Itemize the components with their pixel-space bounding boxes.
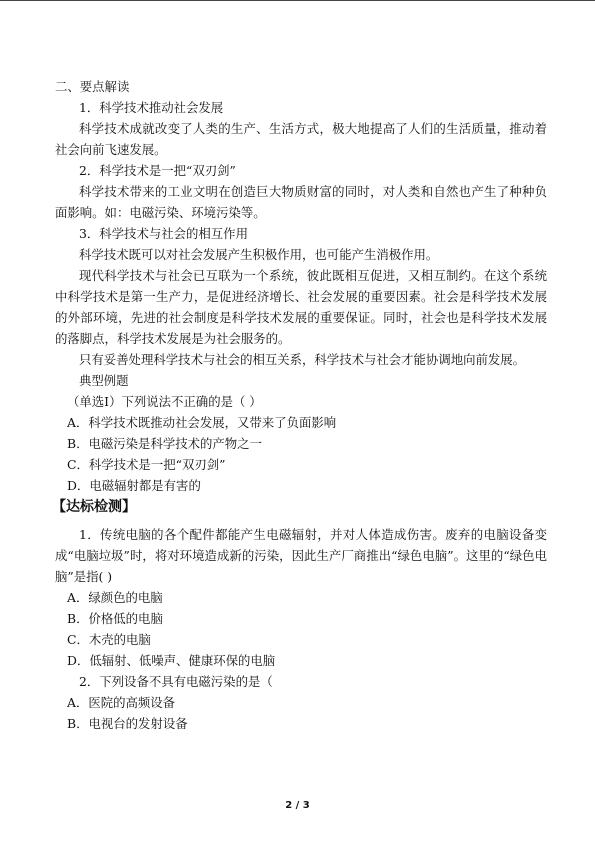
point1-body: 科学技术成就改变了人类的生产、生活方式，极大地提高了人们的生活质量，推动着社会向前飞速发展。 <box>55 121 547 157</box>
question-2-option-a: A．医院的高频设备 <box>67 695 176 710</box>
point3-title: 3．科学技术与社会的相互作用 <box>79 226 248 241</box>
assessment-heading: 【达标检测】 <box>52 499 136 515</box>
point2-body: 科学技术带来的工业文明在创造巨大物质财富的同时，对人类和自然也产生了种种负面影响。如：电磁污染、环境污染等。 <box>55 184 547 220</box>
example-option-b: B．电磁污染是科学技术的产物之一 <box>67 436 262 451</box>
example-option-c: C．科学技术是一把“双刃剑” <box>67 457 226 472</box>
question-1-option-c: C．木壳的电脑 <box>67 632 151 647</box>
example-option-d: D．电磁辐射都是有害的 <box>67 478 201 493</box>
document-body <box>52 76 547 734</box>
point2-title: 2．科学技术是一把“双刃剑” <box>79 163 236 178</box>
point1-title: 1．科学技术推动社会发展 <box>79 100 224 115</box>
question-1: 1．传统电脑的各个配件都能产生电磁辐射，并对人体造成伤害。废弃的电脑设备变成“电脑垃圾”时，将对环境造成新的污染，因此生产厂商推出“绿色电脑”。这里的“绿色电脑”是指( ) <box>55 527 547 584</box>
point3-body-1: 科学技术既可以对社会发展产生积极作用，也可能产生消极作用。 <box>79 247 439 262</box>
example-option-a: A．科学技术既推动社会发展，又带来了负面影响 <box>67 415 337 430</box>
page-number: 2 / 3 <box>285 800 310 811</box>
question-2-option-b: B．电视台的发射设备 <box>67 716 188 731</box>
point3-body-3: 只有妥善处理科学技术与社会的相互关系，科学技术与社会才能协调地向前发展。 <box>79 352 526 367</box>
question-1-option-a: A．绿颜色的电脑 <box>67 590 163 605</box>
top-border-line <box>0 0 595 1</box>
question-1-option-b: B．价格低的电脑 <box>67 611 163 626</box>
example-question: （单选Ⅰ）下列说法不正确的是（ ） <box>67 394 262 409</box>
point3-body-2: 现代科学技术与社会已互联为一个系统，彼此既相互促进，又相互制约。在这个系统中科学技术是第一生产力，是促进经济增长、社会发展的重要因素。社会是科学技术发展的外部环境，先进的社会制度是科学技术发展的重要保证。同时，社会也是科学技术发展的落脚点，科学技术发展是为社会服务的。 <box>55 268 547 346</box>
question-2: 2．下列设备不具有电磁污染的是（ <box>79 674 273 689</box>
question-1-option-d: D．低辐射、低噪声、健康环保的电脑 <box>67 653 276 668</box>
part-two-heading: 二、要点解读 <box>55 79 130 94</box>
example-label: 典型例题 <box>79 373 129 388</box>
